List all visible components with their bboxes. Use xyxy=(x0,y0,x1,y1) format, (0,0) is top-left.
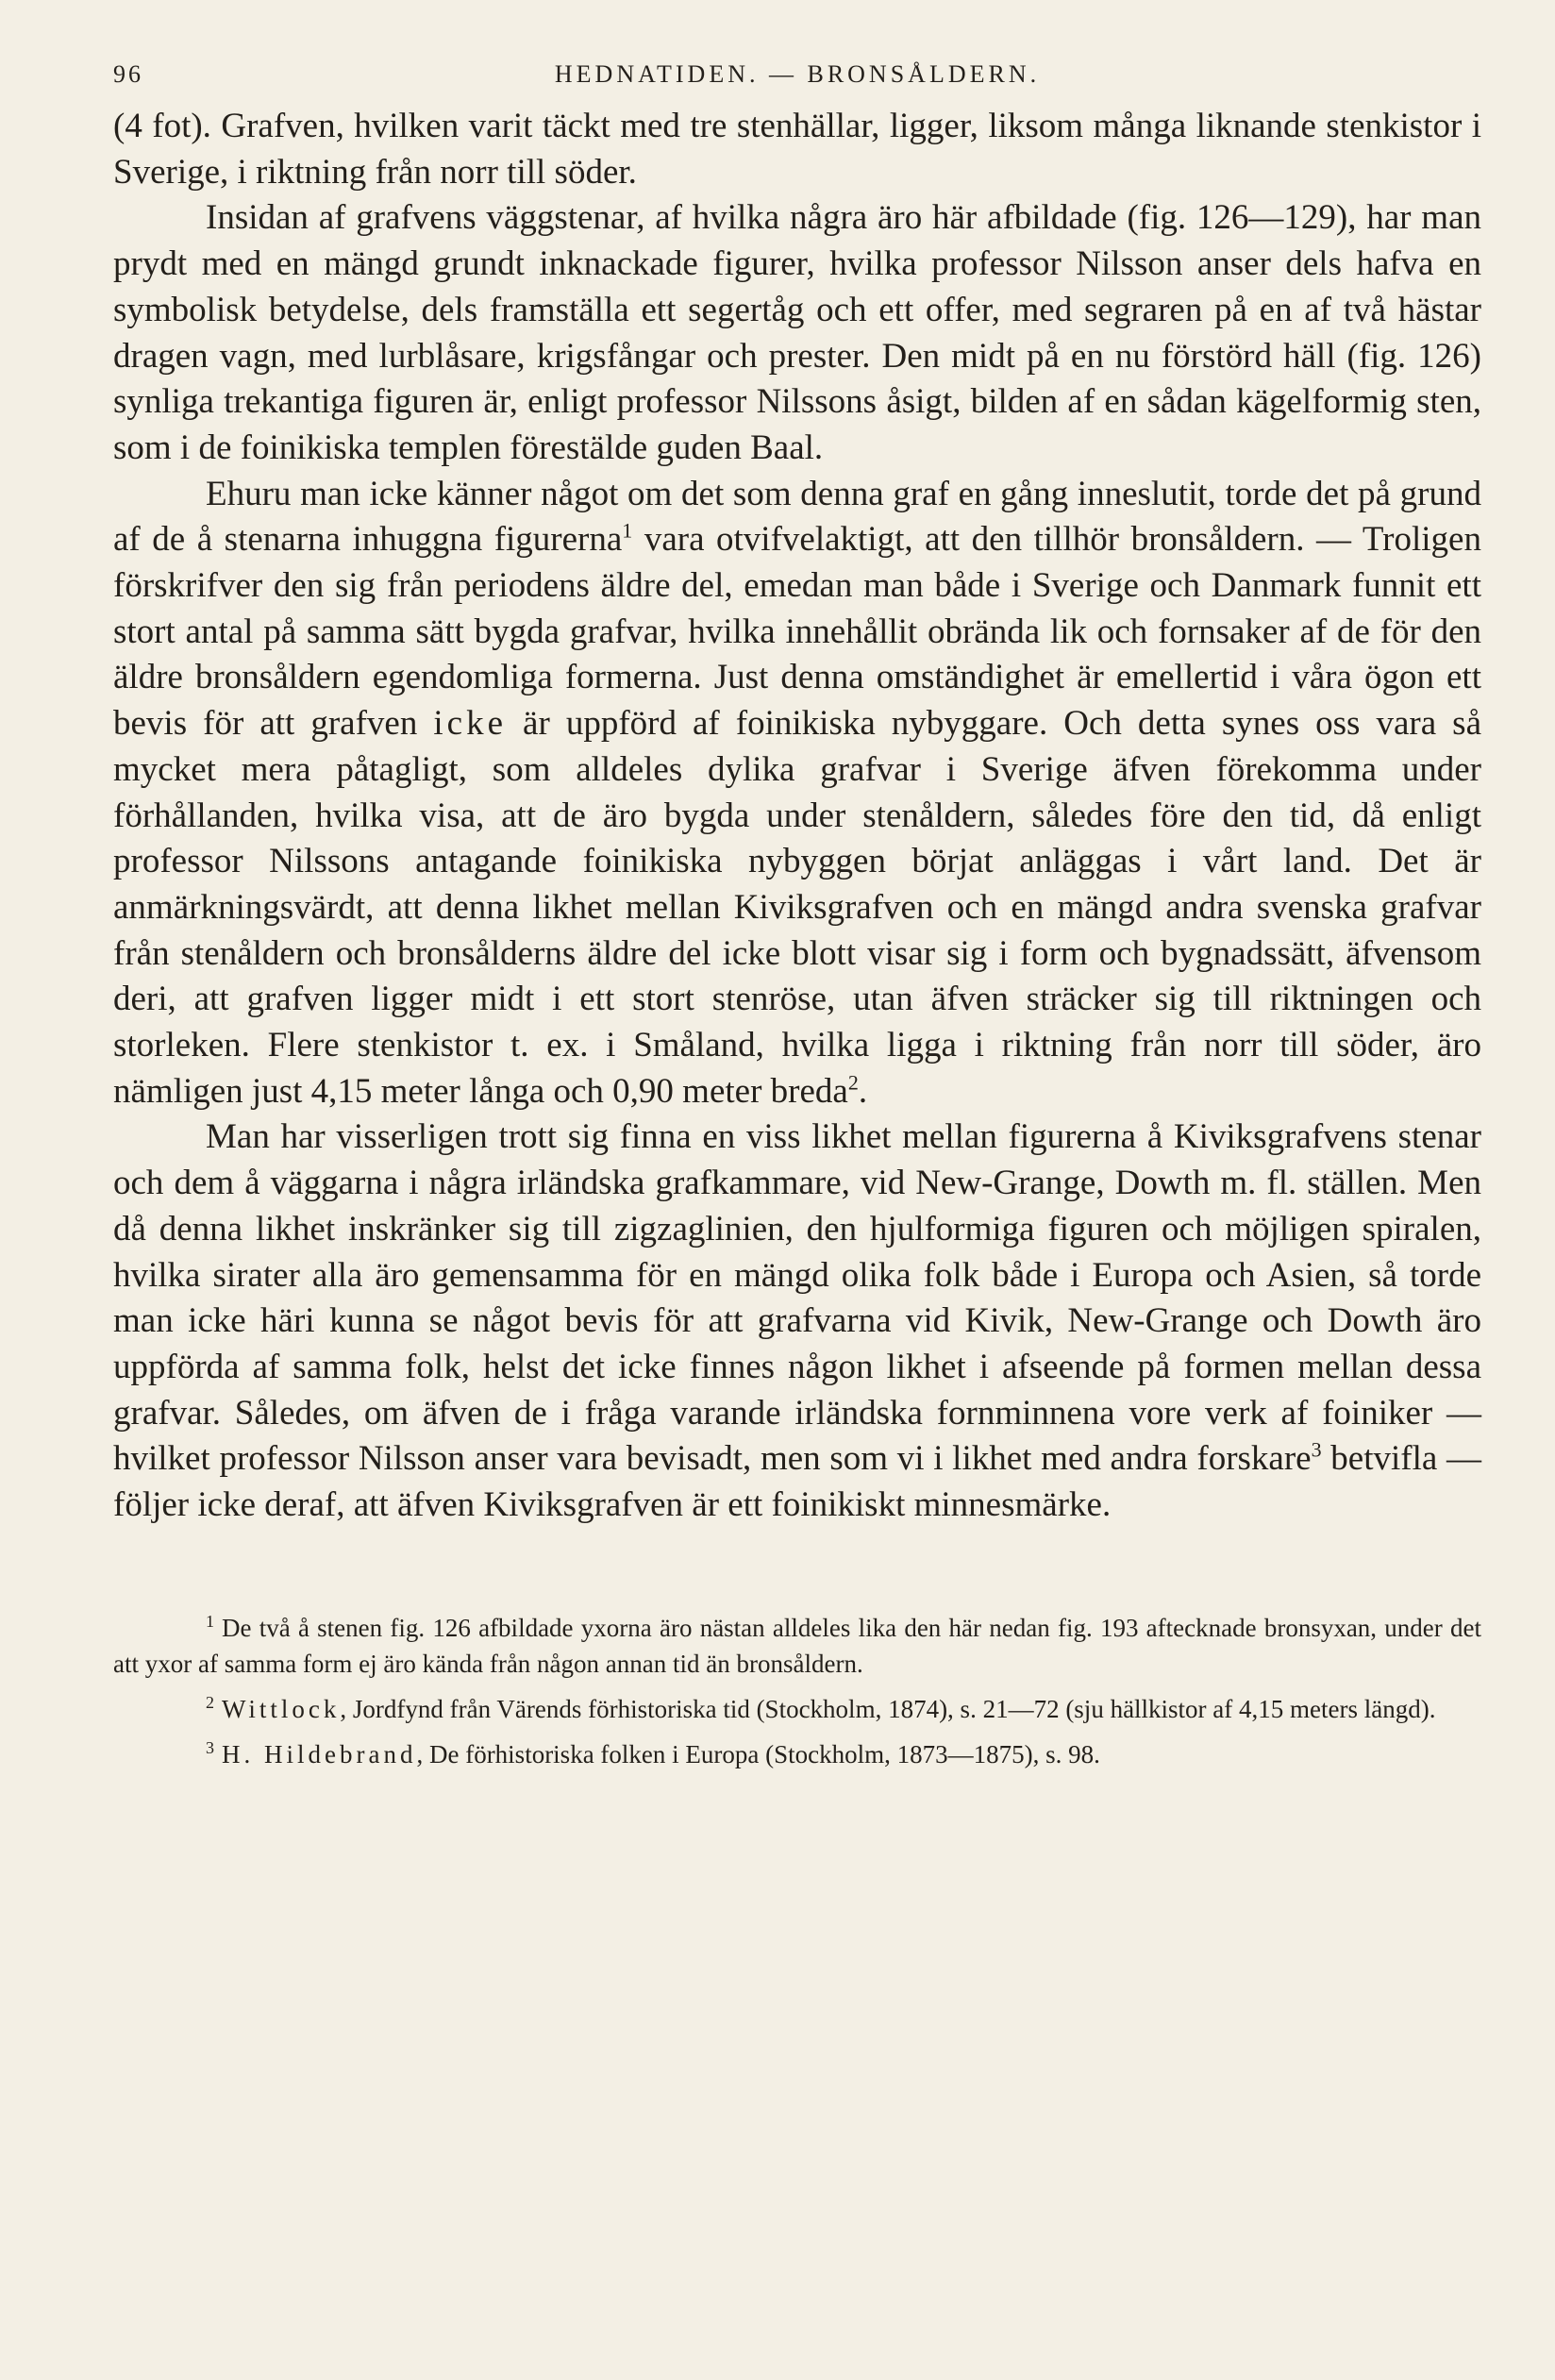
footnote-1 xyxy=(113,1610,1481,1682)
footnote-2 xyxy=(113,1691,1481,1727)
body-text xyxy=(113,104,1481,1529)
footnotes xyxy=(113,1610,1481,1772)
running-title: HEDNATIDEN. — BRONSÅLDERN. xyxy=(554,60,1041,88)
paragraph-3-text-end: är uppförd af foinikiska nybyggare. Och detta synes oss vara så mycket mera påtagligt, som alldeles dylika grafvar i Sverige äfven förekomma under förhållanden, hvilka visa, att de äro bygda under stenåldern, således före den tid, då enligt professor Nilssons antagande foinikiska nybyggen börjat anläggas i vårt land. Det är anmärkningsvärdt, att denna likhet mellan Kiviksgrafven och en mängd andra svenska grafvar från stenåldern och bronsålderns äldre del icke blott visar sig i form och bygnadssätt, äfvensom deri, att grafven ligger midt i ett stort stenröse, utan äfven sträcker sig till riktningen och storleken. Flere stenkistor t. ex. i Småland, hvilka ligga i riktning från norr till söder, äro nämligen just 4,15 meter långa och 0,90 meter breda xyxy=(113,704,1481,1111)
running-head xyxy=(113,49,1481,104)
book-page xyxy=(113,49,1481,2333)
paragraph-3-period: . xyxy=(858,1071,868,1111)
footnote-2-mark: 2 xyxy=(206,1692,214,1712)
footnote-3-mark: 3 xyxy=(206,1737,214,1757)
footnote-ref-3[interactable]: 3 xyxy=(1311,1438,1322,1463)
paragraph-1 xyxy=(113,104,1481,195)
footnote-ref-2[interactable]: 2 xyxy=(847,1070,859,1095)
emphasis-icke: icke xyxy=(433,704,507,744)
footnote-ref-1[interactable]: 1 xyxy=(622,519,633,543)
page-number: 96 xyxy=(113,60,143,88)
paragraph-3-text-start: Ehuru man icke känner något om det som denna graf en gång inneslutit, torde det på grund af de å stenarna inhuggna figurerna xyxy=(113,474,1481,560)
paragraph-2 xyxy=(113,195,1481,471)
footnote-2-author: Wittlock xyxy=(222,1694,341,1723)
footnote-1-text: De två å stenen fig. 126 afbildade yxorna äro nästan alldeles lika den här nedan fig. 193 aftecknade bronsyxan, under det att yxor af samma form ej äro kända från någon annan tid än bronsåldern. xyxy=(113,1613,1481,1678)
paragraph-4-text-end: betvifla — följer icke deraf, att äfven Kiviksgrafven är ett foinikiskt minnesmärke. xyxy=(113,1439,1481,1525)
footnote-1-mark: 1 xyxy=(206,1611,214,1631)
paragraph-3-text-middle: vara otvifvelaktigt, att den tillhör bronsåldern. — Troligen förskrifver den sig från periodens äldre del, emedan man både i Sverige och Danmark funnit ett stort antal på samma sätt bygda grafvar, hvilka innehållit obrända lik och fornsaker af de för den äldre bronsåldern egendomliga formerna. Just denna omständighet är emellertid i våra ögon ett bevis för att grafven xyxy=(113,520,1481,744)
footnote-2-text: , Jordfynd från Värends förhistoriska tid (Stockholm, 1874), s. 21—72 (sju hällkistor af 4,15 meters längd). xyxy=(340,1694,1436,1723)
paragraph-3 xyxy=(113,472,1481,1115)
paragraph-1-text: (4 fot). Grafven, hvilken varit täckt med tre stenhällar, ligger, liksom många liknande stenkistor i Sverige, i riktning från norr till söder. xyxy=(113,107,1481,192)
paragraph-4-text-start: Man har visserligen trott sig finna en viss likhet mellan figurerna å Kiviksgrafvens stenar och dem å väggarna i några irländska grafkammare, vid New-Grange, Dowth m. fl. ställen. Men då denna likhet inskränker sig till zigzaglinien, den hjulformiga figuren och möjligen spiralen, hvilka sirater alla äro gemensamma för en mängd olika folk både i Europa och Asien, så torde man icke häri kunna se något bevis för att grafvarna vid Kivik, New-Grange och Dowth äro uppförda af samma folk, helst det icke finnes någon likhet i afseende på formen mellan dessa grafvar. Således, om äfven de i fråga varande irländska fornminnena vore verk af foiniker — hvilket professor Nilsson anser vara bevisadt, men som vi i likhet med andra forskare xyxy=(113,1117,1481,1479)
paragraph-4 xyxy=(113,1115,1481,1528)
footnote-3-author: H. Hildebrand xyxy=(222,1739,417,1768)
footnote-3 xyxy=(113,1736,1481,1772)
footnote-3-text: , De förhistoriska folken i Europa (Stockholm, 1873—1875), s. 98. xyxy=(416,1739,1100,1768)
paragraph-2-text: Insidan af grafvens väggstenar, af hvilka några äro här afbildade (fig. 126—129), har man prydt med en mängd grundt inknackade figurer, hvilka professor Nilsson anser dels hafva en symbolisk betydelse, dels framställa ett segertåg och ett offer, med segraren på en af två hästar dragen vagn, med lurblåsare, krigsfångar och prester. Den midt på en nu förstörd häll (fig. 126) synliga trekantiga figuren är, enligt professor Nilssons åsigt, bilden af en sådan kägelformig sten, som i de foinikiska templen förestälde guden Baal. xyxy=(113,198,1481,467)
